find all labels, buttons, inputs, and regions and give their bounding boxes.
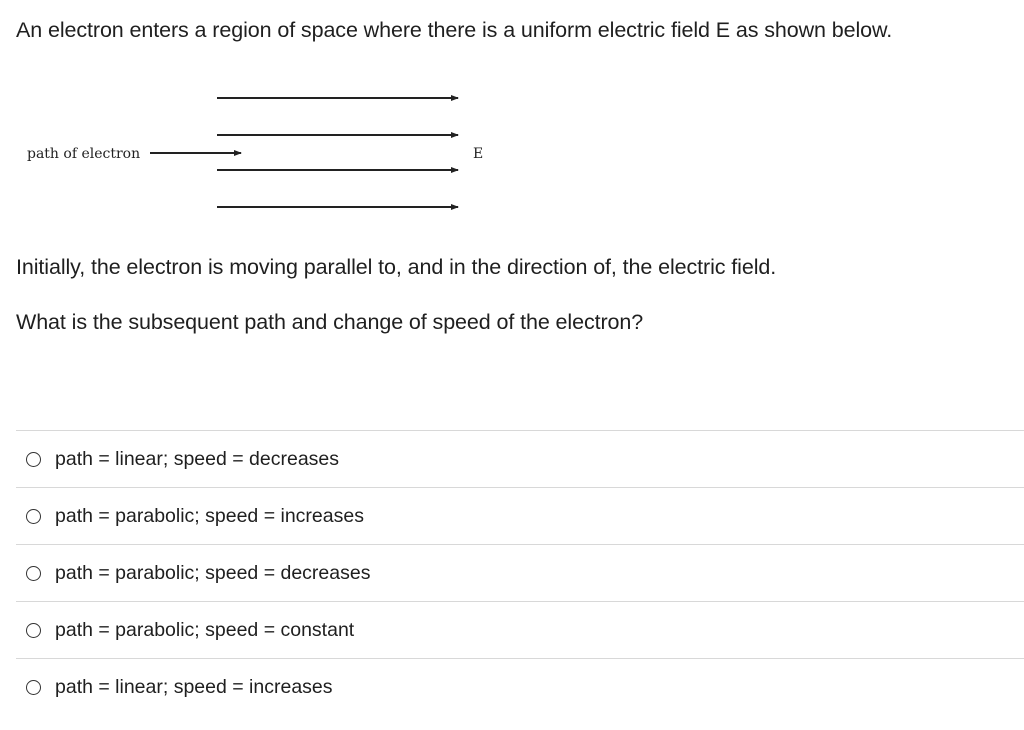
field-e-label: E	[473, 146, 484, 162]
option-label: path = parabolic; speed = increases	[55, 504, 364, 527]
question-line-2: What is the subsequent path and change of speed of the electron?	[16, 310, 644, 334]
option-3[interactable]	[16, 545, 1024, 602]
electric-field-diagram	[0, 80, 520, 225]
option-1[interactable]	[16, 431, 1024, 488]
radio-button-icon[interactable]	[26, 452, 41, 467]
option-4[interactable]	[16, 602, 1024, 659]
option-label: path = linear; speed = decreases	[55, 447, 340, 470]
answer-options	[16, 430, 1024, 716]
radio-button-icon[interactable]	[26, 623, 41, 638]
option-label: path = parabolic; speed = decreases	[55, 561, 371, 584]
radio-button-icon[interactable]	[26, 509, 41, 524]
question-line-1: Initially, the electron is moving parallel to, and in the direction of, the electric field.	[16, 255, 777, 279]
option-5[interactable]	[16, 659, 1024, 716]
question-intro: An electron enters a region of space where there is a uniform electric field E as shown below.	[16, 18, 893, 42]
radio-button-icon[interactable]	[26, 680, 41, 695]
option-label: path = parabolic; speed = constant	[55, 618, 355, 641]
option-2[interactable]	[16, 488, 1024, 545]
radio-button-icon[interactable]	[26, 566, 41, 581]
option-label: path = linear; speed = increases	[55, 676, 333, 698]
path-of-electron-label: path of electron	[27, 146, 141, 162]
